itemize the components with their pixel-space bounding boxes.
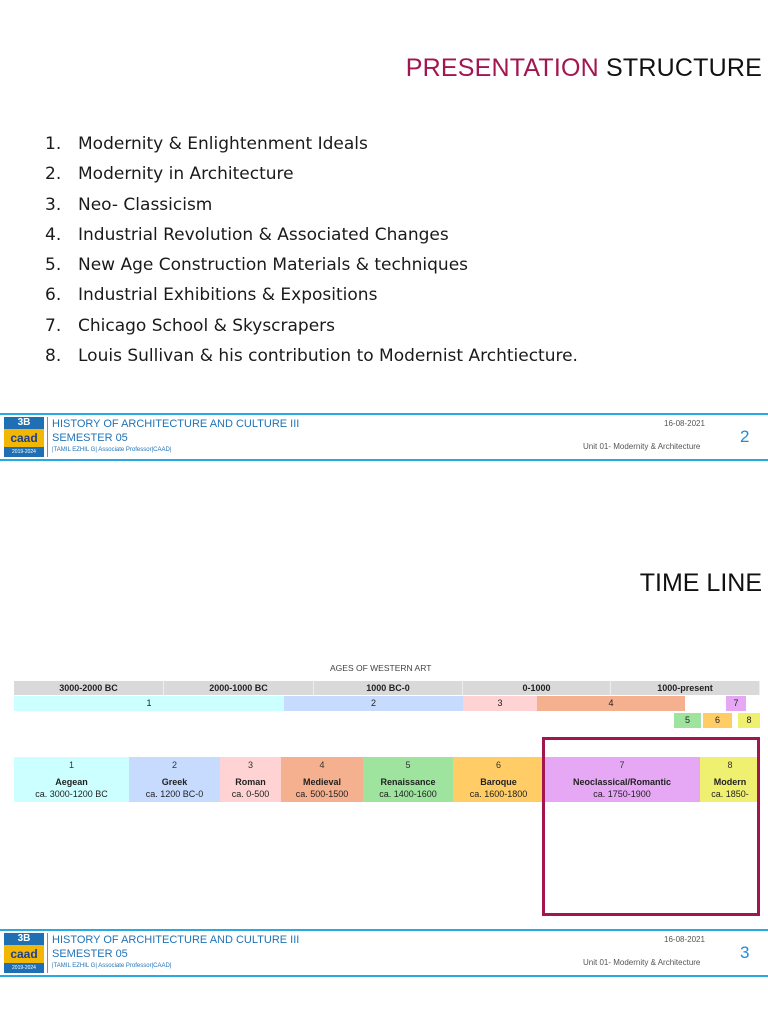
- title-part-presentation: PRESENTATION: [405, 54, 599, 82]
- timeline-strip-1: 1: [14, 696, 284, 711]
- timeline-title: AGES OF WESTERN ART: [330, 663, 432, 673]
- structure-list: [45, 133, 578, 375]
- page-number: 3: [740, 943, 750, 962]
- footer-divider: [0, 975, 768, 977]
- slide-title-time-line: TIME LINE: [639, 569, 762, 597]
- instructor-label: |TAMIL EZHIL G| Associate Professor|CAAD|: [52, 447, 172, 453]
- list-item: 1. Modernity & Enlightenment Ideals: [45, 134, 368, 154]
- period-header: 1000-present: [611, 681, 760, 695]
- timeline-strip-7: 7: [726, 696, 746, 711]
- era-cell-roman: 3 Roman ca. 0-500: [220, 757, 281, 802]
- page-number: 2: [740, 427, 750, 446]
- era-cell-renaissance: 5 Renaissance ca. 1400-1600: [363, 757, 453, 802]
- period-header: 3000-2000 BC: [14, 681, 164, 695]
- period-header: 0-1000: [463, 681, 611, 695]
- slide-footer: [0, 929, 768, 977]
- slide-footer: [0, 413, 768, 461]
- list-item: 6. Industrial Exhibitions & Expositions: [45, 285, 378, 306]
- timeline-strip-6: 6: [703, 713, 732, 728]
- timeline-strip-2: 2: [284, 696, 463, 711]
- list-item: 5. New Age Construction Materials & techniques: [45, 255, 469, 276]
- footer-divider: [0, 413, 768, 415]
- period-header: 2000-1000 BC: [164, 681, 314, 695]
- instructor-label: |TAMIL EZHIL G| Associate Professor|CAAD|: [52, 963, 172, 969]
- list-item: 2. Modernity in Architecture: [45, 164, 294, 185]
- timeline-strip-8: 8: [738, 713, 760, 728]
- caad-logo: 3B caad 2019-2024: [4, 417, 44, 459]
- era-cell-aegean: 1 Aegean ca. 3000-1200 BC: [14, 757, 129, 802]
- list-item: 8. Louis Sullivan & his contribution to Modernist Archtiecture.: [45, 346, 578, 367]
- list-item: 7. Chicago School & Skyscrapers: [45, 315, 336, 336]
- era-cell-medieval: 4 Medieval ca. 500-1500: [281, 757, 363, 802]
- caad-logo: 3B caad 2019-2024: [4, 933, 44, 975]
- era-cell-modern: 8 Modern ca. 1850-: [700, 757, 760, 802]
- timeline-strip-5: 5: [674, 713, 701, 728]
- timeline-strip-3: 3: [463, 696, 537, 711]
- course-title: HISTORY OF ARCHITECTURE AND CULTURE III: [52, 418, 300, 430]
- footer-date: 16-08-2021: [664, 935, 705, 944]
- unit-label: Unit 01- Modernity & Architecture: [583, 442, 701, 451]
- title-part-structure: STRUCTURE: [606, 54, 762, 82]
- era-cell-neoclassical: 7 Neoclassical/Romantic ca. 1750-1900: [544, 757, 700, 802]
- highlight-box: [542, 737, 760, 916]
- slide-title-presentation-structure: [406, 54, 762, 83]
- footer-separator: [47, 417, 48, 457]
- footer-divider: [0, 459, 768, 461]
- unit-label: Unit 01- Modernity & Architecture: [583, 958, 701, 967]
- semester-label: SEMESTER 05: [52, 432, 128, 444]
- period-header: 1000 BC-0: [314, 681, 463, 695]
- footer-separator: [47, 933, 48, 973]
- course-title: HISTORY OF ARCHITECTURE AND CULTURE III: [52, 934, 300, 946]
- list-item: 4. Industrial Revolution & Associated Changes: [45, 224, 449, 245]
- timeline-strip-4: 4: [537, 696, 685, 711]
- footer-date: 16-08-2021: [664, 419, 705, 428]
- list-item: 3. Neo- Classicism: [45, 194, 213, 215]
- era-cell-greek: 2 Greek ca. 1200 BC-0: [129, 757, 220, 802]
- semester-label: SEMESTER 05: [52, 948, 128, 960]
- footer-divider: [0, 929, 768, 931]
- era-cell-baroque: 6 Baroque ca. 1600-1800: [453, 757, 544, 802]
